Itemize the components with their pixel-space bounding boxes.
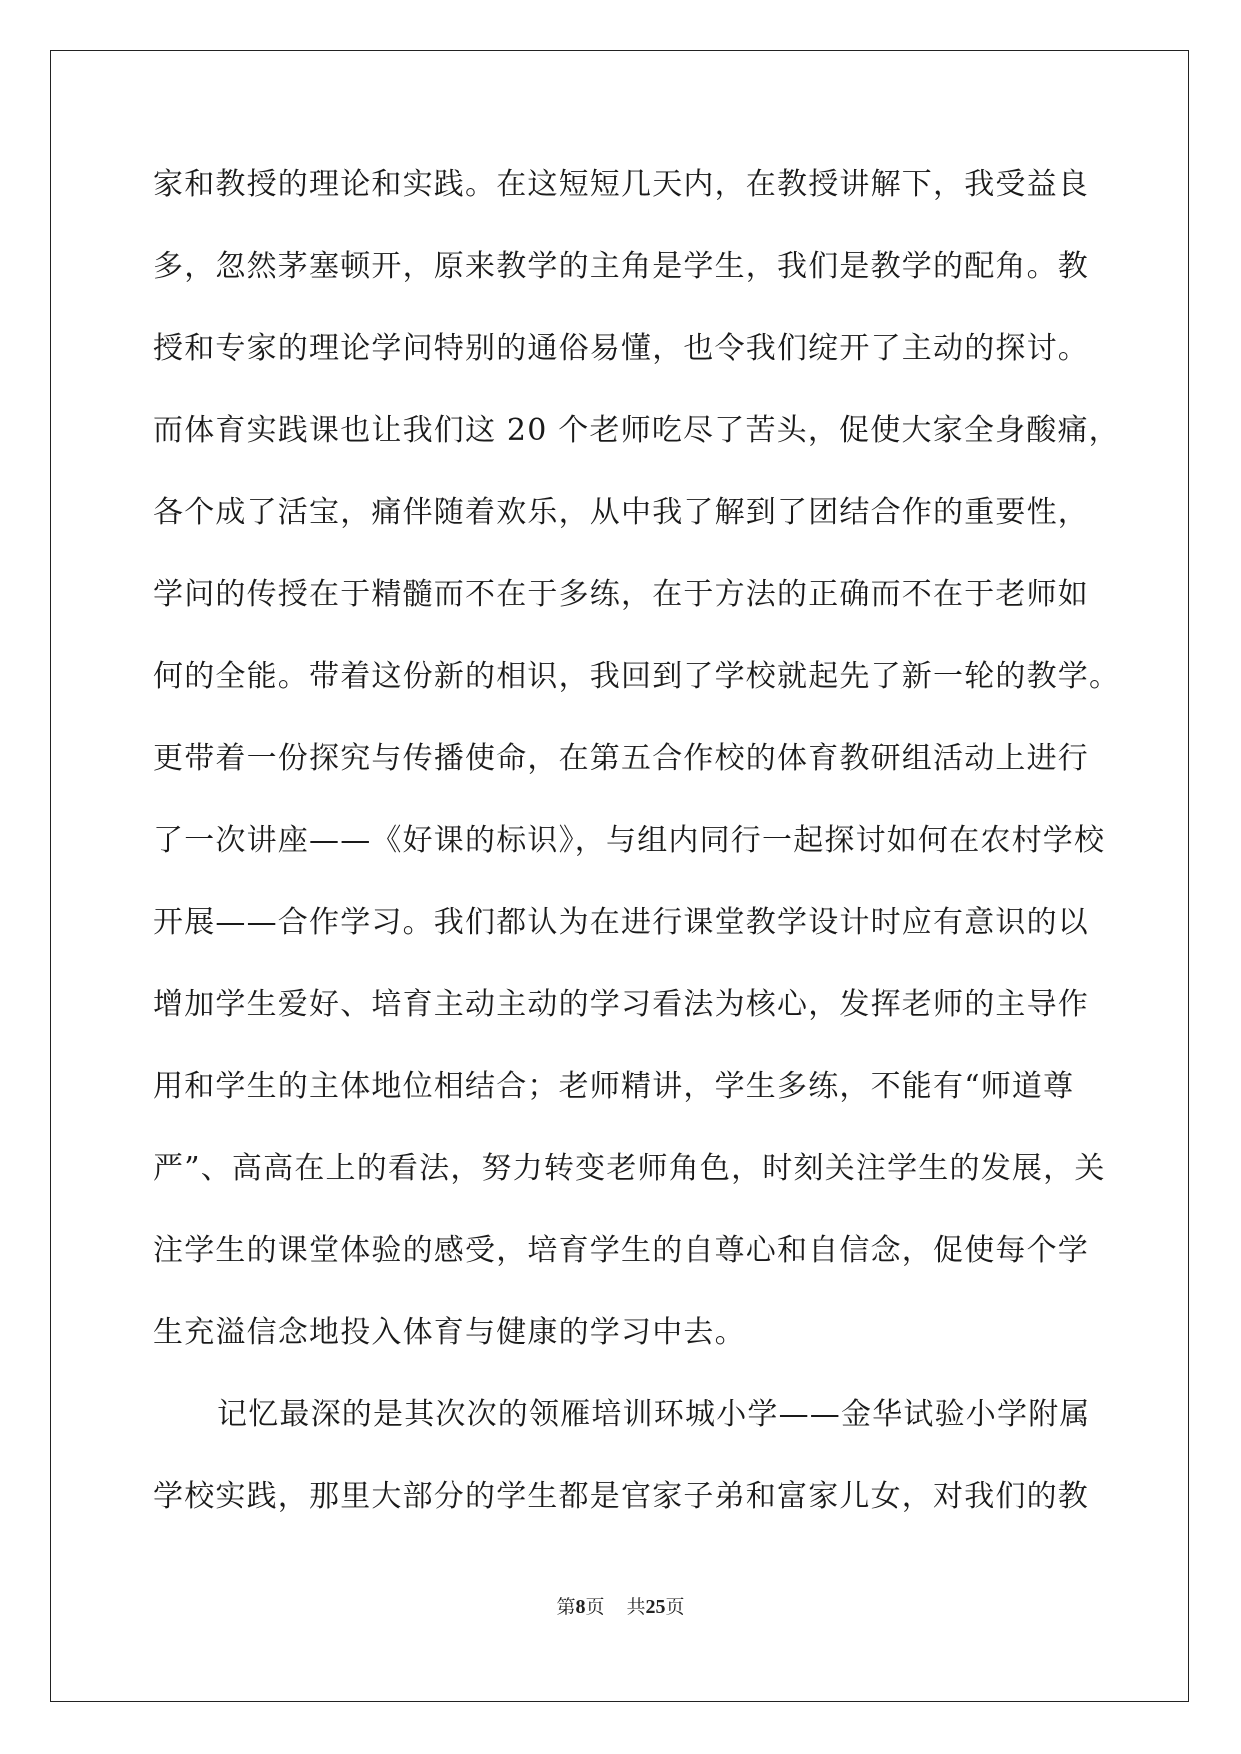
total-pages: 25 xyxy=(645,1596,666,1618)
text-line: 更带着一份探究与传播使命，在第五合作校的体育教研组活动上进行 xyxy=(153,741,1089,776)
page-footer xyxy=(0,1592,1241,1619)
text-line: 而体育实践课也让我们这 20 个老师吃尽了苦头，促使大家全身酸痛， xyxy=(153,413,1120,448)
text-line: 授和专家的理论学问特别的通俗易懂，也令我们绽开了主动的探讨。 xyxy=(153,331,1089,366)
text-line: 开展——合作学习。我们都认为在进行课堂教学设计时应有意识的以 xyxy=(153,905,1089,940)
total-suffix: 页 xyxy=(665,1596,685,1618)
page-number: 8 xyxy=(575,1596,586,1618)
text-line: 了一次讲座——《好课的标识》，与组内同行一起探讨如何在农村学校 xyxy=(153,823,1106,858)
text-line: 何的全能。带着这份新的相识，我回到了学校就起先了新一轮的教学。 xyxy=(153,659,1121,694)
text-line: 生充溢信念地投入体育与健康的学习中去。 xyxy=(153,1315,746,1350)
text-line: 严”、高高在上的看法，努力转变老师角色，时刻关注学生的发展，关 xyxy=(153,1151,1106,1186)
text-line: 注学生的课堂体验的感受，培育学生的自尊心和自信念，促使每个学 xyxy=(153,1233,1089,1268)
document-body xyxy=(153,160,1121,1554)
text-line: 学问的传授在于精髓而不在于多练，在于方法的正确而不在于老师如 xyxy=(153,577,1089,612)
text-line: 各个成了活宝，痛伴随着欢乐，从中我了解到了团结合作的重要性， xyxy=(153,495,1089,530)
page-suffix: 页 xyxy=(585,1596,605,1618)
text-line: 增加学生爱好、培育主动主动的学习看法为核心，发挥老师的主导作 xyxy=(153,987,1089,1022)
text-line: 用和学生的主体地位相结合；老师精讲，学生多练，不能有“师道尊 xyxy=(153,1069,1075,1104)
page-prefix: 第 xyxy=(556,1596,576,1618)
text-line: 学校实践，那里大部分的学生都是官家子弟和富家儿女，对我们的教 xyxy=(153,1479,1089,1514)
text-line: 家和教授的理论和实践。在这短短几天内，在教授讲解下，我受益良 xyxy=(153,167,1089,202)
total-prefix: 共 xyxy=(626,1596,646,1618)
text-line: 多，忽然茅塞顿开，原来教学的主角是学生，我们是教学的配角。教 xyxy=(153,249,1089,284)
paragraph-first-line: 记忆最深的是其次次的领雁培训环城小学——金华试验小学附属 xyxy=(217,1397,1091,1432)
